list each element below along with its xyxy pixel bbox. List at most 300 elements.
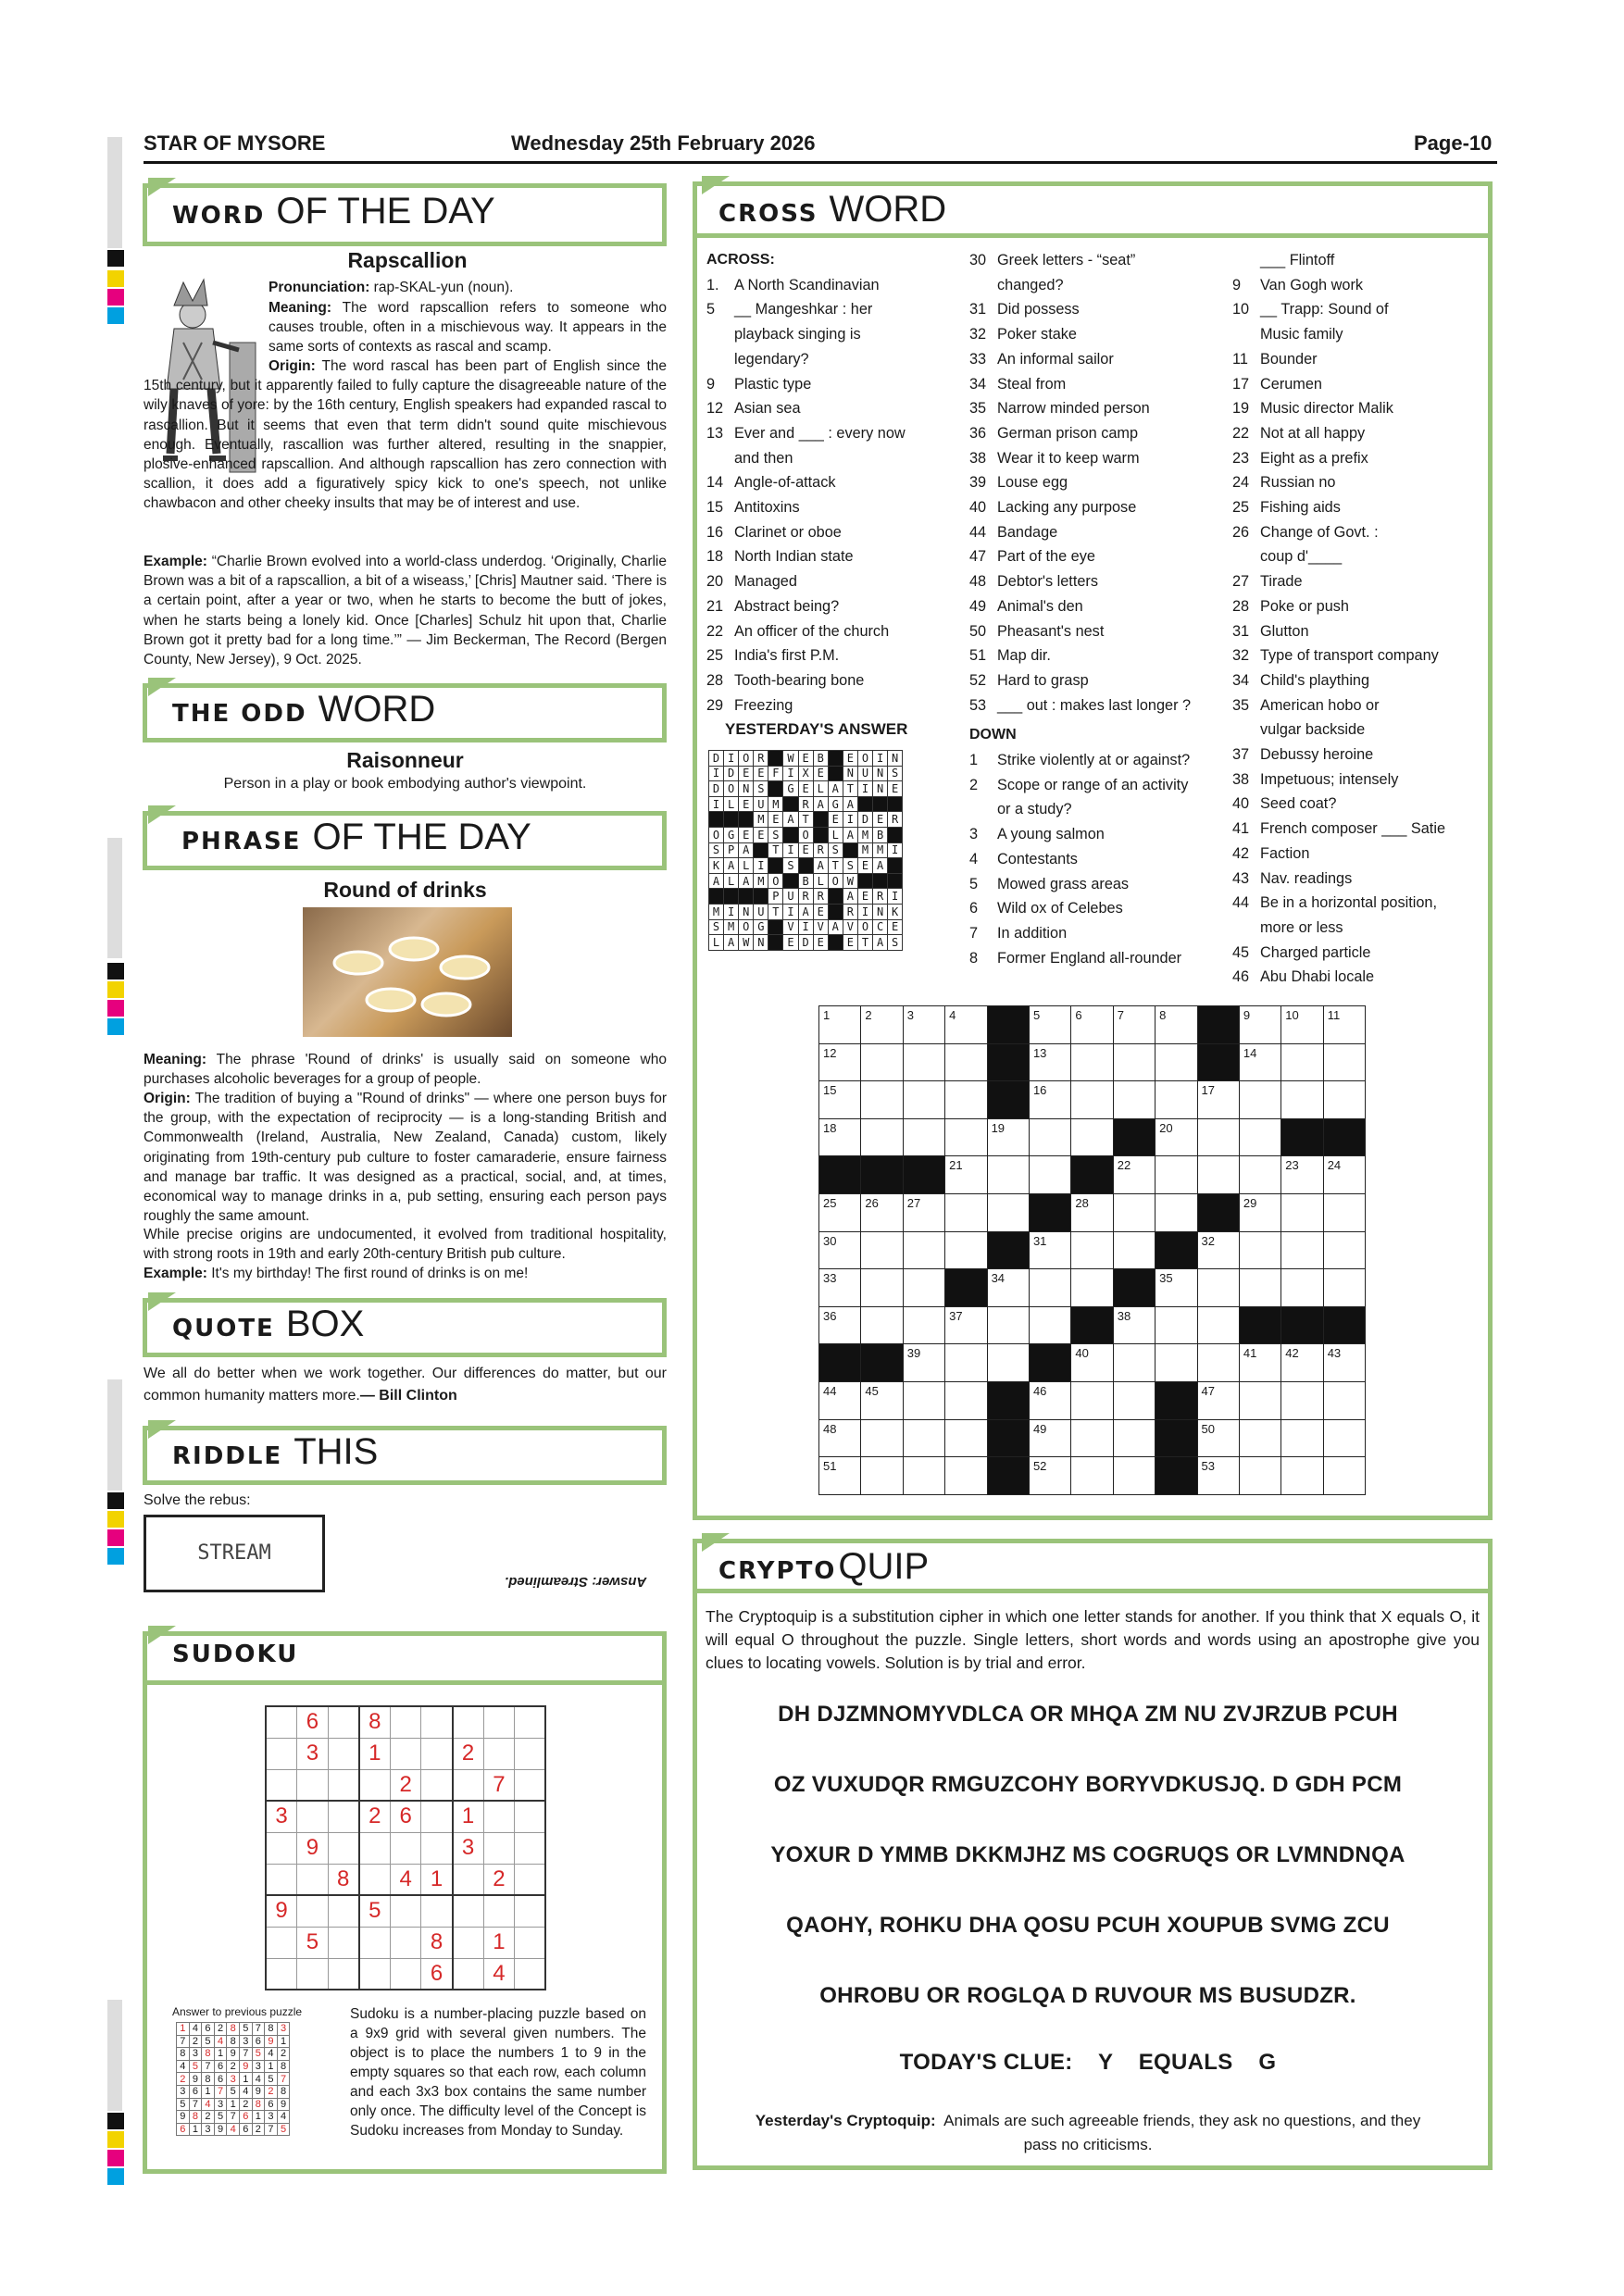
crossword-cell[interactable] (1239, 1457, 1280, 1495)
crossword-cell[interactable]: 15 (819, 1081, 861, 1119)
sudoku-given: 3 (297, 1738, 329, 1769)
prev-sudoku-cell: 4 (189, 2023, 202, 2036)
down-clues-col3 (1232, 248, 1492, 990)
sudoku-empty-cell[interactable] (359, 1769, 391, 1801)
crossword-cell[interactable]: 3 (903, 1006, 944, 1044)
sudoku-empty-cell[interactable] (421, 1706, 453, 1738)
answer-cell: E (857, 889, 872, 905)
crossword-cell[interactable]: 46 (1029, 1381, 1070, 1419)
sudoku-description: Sudoku is a number-placing puzzle based on a 9x9 grid with several given numbers. The object is to place the numbers 1 to 9 in the empty squares so that each row, each column and each 3x3 box contains the same number only once. The difficulty level of the Concept is Sudoku increases from Monday to Sunday. (350, 2006, 646, 2139)
black-square (739, 889, 754, 905)
crossword-cell[interactable]: 26 (861, 1193, 903, 1231)
answer-cell: E (739, 827, 754, 842)
clue-line: ___ Flintoff (1260, 252, 1335, 268)
clue-line: 52 Hard to grasp (969, 671, 1089, 689)
crossword-cell[interactable] (1239, 1419, 1280, 1457)
answer-cell: E (828, 812, 843, 828)
crossword-cell[interactable]: 27 (903, 1193, 944, 1231)
answer-cell: A (724, 858, 739, 874)
crossword-cell[interactable]: 30 (819, 1231, 861, 1269)
crossword-cell[interactable]: 32 (1197, 1231, 1239, 1269)
crossword-cell[interactable] (1071, 1381, 1113, 1419)
crossword-cell[interactable] (1156, 1193, 1197, 1231)
answer-cell: I (783, 842, 798, 858)
sudoku-empty-cell[interactable] (359, 1958, 391, 1990)
answer-cell: N (739, 781, 754, 797)
crossword-cell[interactable]: 31 (1029, 1231, 1070, 1269)
crossword-cell[interactable] (987, 1344, 1029, 1382)
prev-sudoku-cell: 8 (227, 2023, 240, 2036)
black-square (888, 858, 903, 874)
crossword-cell[interactable]: 40 (1071, 1344, 1113, 1382)
crossword-cell[interactable] (945, 1118, 987, 1156)
black-square (903, 1156, 944, 1194)
clue-line: 18 North Indian state (706, 548, 854, 566)
prev-sudoku-cell: 1 (265, 2060, 278, 2073)
prev-sudoku-cell: 1 (189, 2123, 202, 2136)
prev-sudoku-cell: 9 (265, 2035, 278, 2048)
crossword-cell[interactable] (1197, 1118, 1239, 1156)
crossword-cell[interactable]: 50 (1197, 1419, 1239, 1457)
crossword-cell[interactable] (1071, 1081, 1113, 1119)
crossword-cell[interactable]: 35 (1156, 1269, 1197, 1307)
crossword-cell[interactable] (1113, 1457, 1155, 1495)
sudoku-empty-cell[interactable] (359, 1864, 391, 1895)
crossword-cell[interactable]: 16 (1029, 1081, 1070, 1119)
clue-line: 27 Tirade (1232, 573, 1303, 591)
crossword-cell[interactable] (1323, 1231, 1365, 1269)
sudoku-empty-cell[interactable] (453, 1706, 484, 1738)
sudoku-empty-cell[interactable] (483, 1801, 515, 1832)
sudoku-empty-cell[interactable] (266, 1958, 297, 1990)
sudoku-empty-cell[interactable] (390, 1958, 421, 1990)
crossword-cell[interactable] (861, 1419, 903, 1457)
crossword-cell[interactable] (1029, 1269, 1070, 1307)
crossword-cell[interactable]: 25 (819, 1193, 861, 1231)
sudoku-empty-cell[interactable] (515, 1801, 546, 1832)
phrase-meaning: Meaning: The phrase 'Round of drinks' is usually said on someone who purchases alcoholic beverages for a group of people. (144, 1052, 667, 1088)
sudoku-empty-cell[interactable] (328, 1769, 359, 1801)
crossword-cell[interactable] (1323, 1043, 1365, 1081)
clue-line: 20 Managed (706, 573, 797, 591)
sudoku-empty-cell[interactable] (328, 1801, 359, 1832)
crossword-cell[interactable]: 4 (945, 1006, 987, 1044)
sudoku-empty-cell[interactable] (297, 1801, 329, 1832)
crossword-cell[interactable] (1071, 1118, 1113, 1156)
crossword-cell[interactable] (1156, 1344, 1197, 1382)
crossword-cell[interactable] (987, 1156, 1029, 1194)
clue-line: 19 Music director Malik (1232, 400, 1393, 418)
crossword-cell[interactable] (1239, 1156, 1280, 1194)
crossword-cell[interactable] (1323, 1419, 1365, 1457)
sudoku-empty-cell[interactable] (266, 1738, 297, 1769)
crossword-cell[interactable] (945, 1344, 987, 1382)
crossword-cell[interactable] (1281, 1231, 1323, 1269)
crossword-cell[interactable] (903, 1043, 944, 1081)
prev-sudoku-cell: 1 (177, 2023, 190, 2036)
crossword-cell[interactable]: 23 (1281, 1156, 1323, 1194)
crossword-cell[interactable] (861, 1043, 903, 1081)
answer-cell: P (768, 889, 783, 905)
black-square (819, 1156, 861, 1194)
crossword-cell[interactable] (1323, 1381, 1365, 1419)
black-square (873, 796, 888, 812)
black-square (828, 904, 843, 919)
answer-cell: L (739, 858, 754, 874)
prev-sudoku-cell: 5 (202, 2035, 215, 2048)
crossword-cell[interactable] (987, 1306, 1029, 1344)
crossword-cell[interactable] (903, 1381, 944, 1419)
crossword-cell[interactable] (945, 1231, 987, 1269)
crossword-cell[interactable]: 36 (819, 1306, 861, 1344)
crossword-cell[interactable] (1281, 1381, 1323, 1419)
crossword-cell[interactable] (1156, 1306, 1197, 1344)
crossword-cell[interactable]: 5 (1029, 1006, 1070, 1044)
clue-line: 48 Debtor's letters (969, 573, 1098, 591)
prev-sudoku-cell: 5 (189, 2060, 202, 2073)
crossword-cell[interactable] (1281, 1043, 1323, 1081)
crossword-cell[interactable] (945, 1043, 987, 1081)
crossword-cell[interactable]: 14 (1239, 1043, 1280, 1081)
crossword-cell[interactable] (1113, 1081, 1155, 1119)
crossword-cell[interactable] (1281, 1457, 1323, 1495)
crossword-cell[interactable] (1239, 1381, 1280, 1419)
prev-sudoku-cell: 4 (252, 2073, 265, 2086)
sudoku-empty-cell[interactable] (421, 1832, 453, 1864)
black-square (987, 1081, 1029, 1119)
answer-cell: I (857, 781, 872, 797)
reg-yellow (107, 981, 124, 998)
sudoku-empty-cell[interactable] (515, 1738, 546, 1769)
crossword-cell[interactable]: 12 (819, 1043, 861, 1081)
answer-cell: T (798, 812, 813, 828)
crossword-cell[interactable] (1281, 1419, 1323, 1457)
crossword-cell[interactable]: 34 (987, 1269, 1029, 1307)
crossword-cell[interactable]: 29 (1239, 1193, 1280, 1231)
sudoku-empty-cell[interactable] (297, 1864, 329, 1895)
sudoku-empty-cell[interactable] (266, 1832, 297, 1864)
crossword-cell[interactable]: 51 (819, 1457, 861, 1495)
sudoku-empty-cell[interactable] (359, 1927, 391, 1958)
sudoku-empty-cell[interactable] (483, 1832, 515, 1864)
sudoku-empty-cell[interactable] (328, 1738, 359, 1769)
answer-cell: T (828, 858, 843, 874)
sudoku-empty-cell[interactable] (421, 1895, 453, 1927)
crossword-cell[interactable] (1071, 1419, 1113, 1457)
odd-word-title: THE ODD WORD (172, 689, 436, 730)
clue-line: 9 Plastic type (706, 375, 812, 393)
answer-cell: L (828, 827, 843, 842)
sudoku-given: 4 (483, 1958, 515, 1990)
crossword-cell[interactable] (1113, 1231, 1155, 1269)
crossword-cell[interactable] (1239, 1269, 1280, 1307)
crossword-cell[interactable]: 6 (1071, 1006, 1113, 1044)
crossword-cell[interactable] (1156, 1156, 1197, 1194)
sudoku-empty-cell[interactable] (266, 1706, 297, 1738)
crossword-cell[interactable] (1323, 1193, 1365, 1231)
clue-line: 46 Abu Dhabi locale (1232, 968, 1375, 986)
sudoku-empty-cell[interactable] (390, 1706, 421, 1738)
reg-cyan (107, 307, 124, 324)
prev-sudoku-cell: 8 (252, 2098, 265, 2111)
crossword-cell[interactable]: 45 (861, 1381, 903, 1419)
prev-sudoku-cell: 9 (177, 2111, 190, 2124)
crossword-cell[interactable] (1281, 1269, 1323, 1307)
crossword-cell[interactable]: 13 (1029, 1043, 1070, 1081)
crossword-cell[interactable] (945, 1081, 987, 1119)
reg-black (107, 2113, 124, 2129)
sudoku-empty-cell[interactable] (421, 1769, 453, 1801)
crossword-cell[interactable]: 43 (1323, 1344, 1365, 1382)
sudoku-empty-cell[interactable] (453, 1958, 484, 1990)
answer-cell: I (888, 842, 903, 858)
crossword-cell[interactable] (1239, 1231, 1280, 1269)
black-square (724, 889, 739, 905)
clue-line: 31 Did possess (969, 301, 1080, 318)
crossword-cell[interactable] (903, 1457, 944, 1495)
crossword-cell[interactable]: 2 (861, 1006, 903, 1044)
sudoku-empty-cell[interactable] (515, 1958, 546, 1990)
sudoku-empty-cell[interactable] (483, 1895, 515, 1927)
crossword-cell[interactable] (1113, 1344, 1155, 1382)
crossword-cell[interactable]: 39 (903, 1344, 944, 1382)
black-square (1197, 1193, 1239, 1231)
crossword-cell[interactable] (1113, 1381, 1155, 1419)
crossword-cell[interactable] (903, 1306, 944, 1344)
answer-cell: S (828, 842, 843, 858)
answer-cell: R (843, 904, 857, 919)
cipher-line-2: OZ VUXUDQR RMGUZCOHY BORYVDKUSJQ. D GDH PCM (773, 1772, 1403, 1797)
crossword-cell[interactable] (1197, 1344, 1239, 1382)
answer-cell: B (813, 751, 828, 767)
sudoku-grid[interactable] (265, 1705, 546, 1990)
sudoku-empty-cell[interactable] (328, 1958, 359, 1990)
sudoku-empty-cell[interactable] (328, 1706, 359, 1738)
crossword-cell[interactable]: 24 (1323, 1156, 1365, 1194)
clue-line: 37 Debussy heroine (1232, 746, 1374, 764)
prev-sudoku-cell: 9 (277, 2098, 290, 2111)
sudoku-empty-cell[interactable] (515, 1706, 546, 1738)
sudoku-given: 2 (390, 1769, 421, 1801)
clue-line: 31 Glutton (1232, 622, 1309, 640)
sudoku-empty-cell[interactable] (515, 1769, 546, 1801)
answer-cell: D (798, 935, 813, 951)
clue-line: 39 Louse egg (969, 474, 1068, 492)
crossword-cell[interactable]: 9 (1239, 1006, 1280, 1044)
sudoku-empty-cell[interactable] (297, 1958, 329, 1990)
crossword-cell[interactable]: 52 (1029, 1457, 1070, 1495)
crossword-cell[interactable] (945, 1457, 987, 1495)
crossword-cell[interactable]: 7 (1113, 1006, 1155, 1044)
crossword-cell[interactable]: 18 (819, 1118, 861, 1156)
clue-line: 6 Wild ox of Celebes (969, 900, 1123, 917)
crossword-cell[interactable]: 33 (819, 1269, 861, 1307)
crossword-cell[interactable] (1071, 1457, 1113, 1495)
sudoku-empty-cell[interactable] (328, 1832, 359, 1864)
answer-cell: A (873, 935, 888, 951)
crossword-cell[interactable] (945, 1419, 987, 1457)
crossword-cell[interactable] (903, 1231, 944, 1269)
sudoku-empty-cell[interactable] (515, 1864, 546, 1895)
crossword-cell[interactable] (1281, 1081, 1323, 1119)
crossword-cell[interactable] (1239, 1118, 1280, 1156)
crossword-cell[interactable] (903, 1118, 944, 1156)
crossword-cell[interactable] (1071, 1269, 1113, 1307)
riddle-title: RIDDLE THIS (172, 1431, 379, 1472)
crossword-cell[interactable] (1029, 1306, 1070, 1344)
crossword-cell[interactable]: 21 (945, 1156, 987, 1194)
crossword-cell[interactable]: 22 (1113, 1156, 1155, 1194)
crossword-cell[interactable]: 10 (1281, 1006, 1323, 1044)
cipher-line-1: DH DJZMNOMYVDLCA OR MHQA ZM NU ZVJRZUB PCUH (778, 1702, 1398, 1727)
crossword-cell[interactable] (861, 1081, 903, 1119)
prev-sudoku-cell: 2 (239, 2098, 252, 2111)
clue-line: coup d'____ (1260, 548, 1343, 566)
answer-cell: M (754, 873, 768, 889)
crossword-cell[interactable]: 28 (1071, 1193, 1113, 1231)
sudoku-empty-cell[interactable] (515, 1832, 546, 1864)
crossword-cell[interactable]: 17 (1197, 1081, 1239, 1119)
sudoku-empty-cell[interactable] (328, 1927, 359, 1958)
sudoku-empty-cell[interactable] (266, 1927, 297, 1958)
sudoku-empty-cell[interactable] (421, 1801, 453, 1832)
sudoku-given: 6 (297, 1706, 329, 1738)
crossword-cell[interactable] (987, 1193, 1029, 1231)
crossword-cell[interactable] (1197, 1156, 1239, 1194)
sudoku-empty-cell[interactable] (421, 1738, 453, 1769)
answer-cell: E (754, 766, 768, 781)
crossword-cell[interactable] (1113, 1193, 1155, 1231)
crossword-cell[interactable] (1197, 1269, 1239, 1307)
crossword-cell[interactable] (903, 1269, 944, 1307)
sudoku-given: 8 (421, 1927, 453, 1958)
yesterday-answer-label: YESTERDAY'S ANSWER (725, 720, 908, 738)
sudoku-given: 2 (483, 1864, 515, 1895)
answer-cell: L (709, 935, 724, 951)
answer-cell: M (709, 904, 724, 919)
crossword-cell[interactable] (945, 1381, 987, 1419)
sudoku-empty-cell[interactable] (390, 1895, 421, 1927)
crossword-cell[interactable]: 37 (945, 1306, 987, 1344)
sudoku-empty-cell[interactable] (297, 1769, 329, 1801)
crossword-cell[interactable] (861, 1457, 903, 1495)
sudoku-empty-cell[interactable] (515, 1895, 546, 1927)
crossword-cell[interactable]: 44 (819, 1381, 861, 1419)
sudoku-empty-cell[interactable] (297, 1895, 329, 1927)
crossword-cell[interactable]: 49 (1029, 1419, 1070, 1457)
reg-black (107, 963, 124, 980)
crossword-cell[interactable] (1156, 1081, 1197, 1119)
answer-cell: M (857, 842, 872, 858)
crossword-cell[interactable] (945, 1193, 987, 1231)
sudoku-empty-cell[interactable] (453, 1769, 484, 1801)
sudoku-empty-cell[interactable] (266, 1769, 297, 1801)
crossword-cell[interactable]: 53 (1197, 1457, 1239, 1495)
crossword-cell[interactable]: 8 (1156, 1006, 1197, 1044)
clue-line: 44 Bandage (969, 523, 1058, 541)
sudoku-given: 1 (421, 1864, 453, 1895)
crossword-cell[interactable]: 20 (1156, 1118, 1197, 1156)
clue-line: 38 Wear it to keep warm (969, 449, 1140, 467)
crossword-cell[interactable]: 1 (819, 1006, 861, 1044)
crossword-cell[interactable] (903, 1081, 944, 1119)
crossword-cell[interactable] (861, 1306, 903, 1344)
clue-line: 41 French composer ___ Satie (1232, 820, 1446, 838)
crossword-cell[interactable] (903, 1419, 944, 1457)
crossword-cell[interactable] (1239, 1081, 1280, 1119)
black-square (739, 812, 754, 828)
answer-cell: E (754, 827, 768, 842)
crossword-cell[interactable] (861, 1269, 903, 1307)
black-square (987, 1231, 1029, 1269)
crossword-cell[interactable] (1071, 1043, 1113, 1081)
crossword-cell[interactable]: 47 (1197, 1381, 1239, 1419)
crossword-cell[interactable] (1323, 1457, 1365, 1495)
crossword-grid[interactable] (818, 1005, 1366, 1495)
answer-cell: A (739, 842, 754, 858)
sudoku-empty-cell[interactable] (328, 1895, 359, 1927)
crossword-cell[interactable] (1323, 1081, 1365, 1119)
crossword-cell[interactable] (1113, 1419, 1155, 1457)
crossword-cell[interactable] (1029, 1156, 1070, 1194)
clue-line: 12 Asian sea (706, 400, 801, 418)
crossword-cell[interactable] (1113, 1043, 1155, 1081)
sudoku-empty-cell[interactable] (453, 1895, 484, 1927)
sudoku-empty-cell[interactable] (390, 1832, 421, 1864)
crossword-cell[interactable] (1029, 1118, 1070, 1156)
sudoku-empty-cell[interactable] (453, 1864, 484, 1895)
sudoku-empty-cell[interactable] (266, 1864, 297, 1895)
crossword-cell[interactable] (1281, 1193, 1323, 1231)
sudoku-empty-cell[interactable] (483, 1706, 515, 1738)
answer-cell: R (873, 889, 888, 905)
crossword-cell[interactable]: 11 (1323, 1006, 1365, 1044)
black-square (754, 889, 768, 905)
crossword-cell[interactable] (861, 1118, 903, 1156)
crossword-cell[interactable]: 41 (1239, 1344, 1280, 1382)
sudoku-empty-cell[interactable] (453, 1927, 484, 1958)
clue-line: 28 Tooth-bearing bone (706, 671, 865, 689)
crossword-cell[interactable]: 38 (1113, 1306, 1155, 1344)
crossword-cell[interactable] (1071, 1231, 1113, 1269)
black-square (1156, 1231, 1197, 1269)
reg-yellow (107, 1511, 124, 1528)
black-square (873, 873, 888, 889)
clue-line: 1. A North Scandinavian (706, 276, 880, 293)
clue-line: 38 Impetuous; intensely (1232, 770, 1399, 788)
crossword-cell[interactable]: 48 (819, 1419, 861, 1457)
sudoku-empty-cell[interactable] (390, 1738, 421, 1769)
crossword-cell[interactable]: 42 (1281, 1344, 1323, 1382)
sudoku-given: 3 (266, 1801, 297, 1832)
answer-cell: U (754, 796, 768, 812)
crossword-cell[interactable] (861, 1231, 903, 1269)
rebus-text: STREAM (197, 1541, 271, 1565)
clue-line: 35 Narrow minded person (969, 400, 1150, 418)
crossword-cell[interactable] (1197, 1306, 1239, 1344)
sudoku-empty-cell[interactable] (483, 1738, 515, 1769)
answer-cell: P (724, 842, 739, 858)
sudoku-empty-cell[interactable] (390, 1927, 421, 1958)
prev-sudoku-cell: 5 (227, 2085, 240, 2098)
crossword-cell[interactable]: 19 (987, 1118, 1029, 1156)
sudoku-empty-cell[interactable] (515, 1927, 546, 1958)
sudoku-empty-cell[interactable] (359, 1832, 391, 1864)
crossword-cell[interactable] (1323, 1269, 1365, 1307)
answer-cell: G (783, 781, 798, 797)
clue-line: and then (734, 449, 793, 467)
crossword-cell[interactable] (1156, 1043, 1197, 1081)
